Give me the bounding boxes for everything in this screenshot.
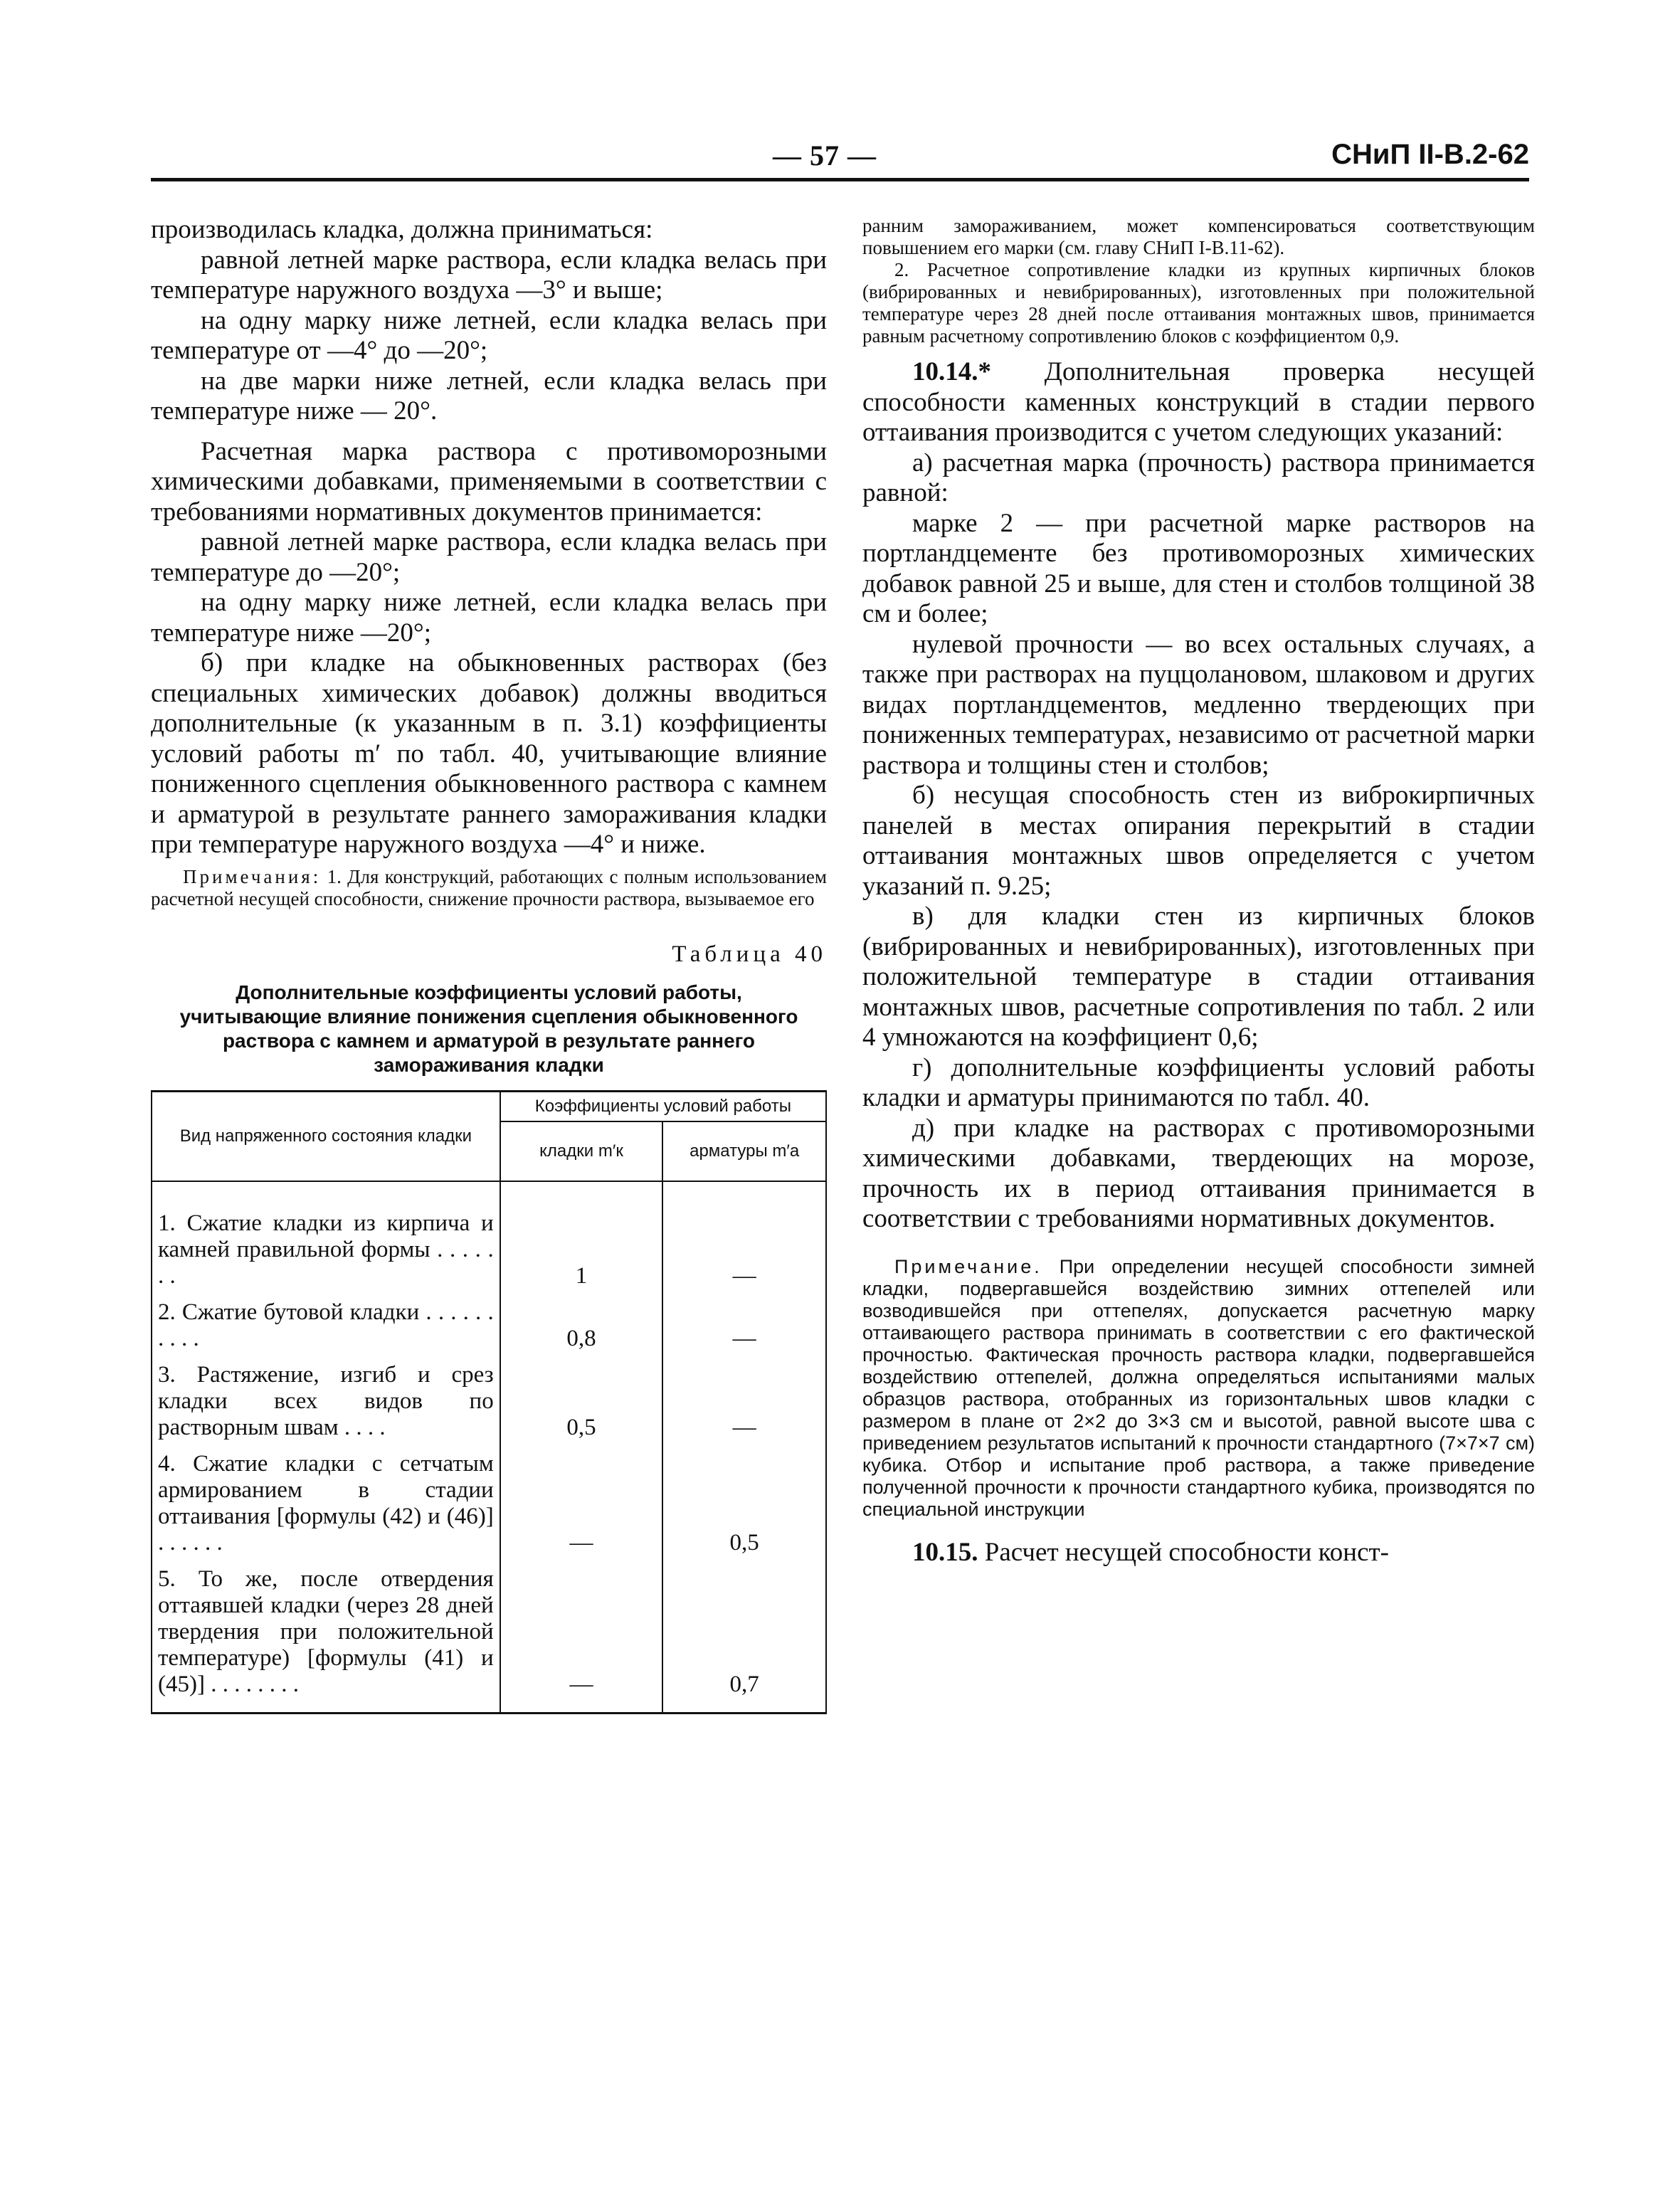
row-label: 3. Растяжение, изгиб и срез кладки всех видов по растворным швам . . . . [152, 1352, 500, 1441]
row-value-masonry: 1 [500, 1181, 663, 1289]
row-value-masonry: — [500, 1556, 663, 1714]
paragraph: нулевой прочности — во всех остальных случаях, а также при растворах на пуццолановом, шлаковом и других видах портландцементов, медленно твердеющих при пониженных температурах, независимо от расчетной марки раствора и толщины стен и столбов; [862, 629, 1535, 780]
row-label: 1. Сжатие кладки из кирпича и камней правильной формы . . . . . . . [152, 1181, 500, 1289]
left-notes [151, 866, 827, 910]
notes-label: Примечания: [183, 865, 322, 887]
row-value-reinforcement: — [662, 1352, 826, 1441]
table-header-stress-state: Вид напряженного состояния кладки [152, 1091, 500, 1181]
table-label: Таблица 40 [672, 941, 827, 967]
table-row [152, 1289, 826, 1352]
row-value-masonry: — [500, 1441, 663, 1556]
row-label: 2. Сжатие бутовой кладки . . . . . . . . . . [152, 1289, 500, 1352]
paragraph: на одну марку ниже летней, если кладка велась при температуре от —4° до —20°; [151, 305, 827, 365]
section-number: 10.15. [912, 1537, 978, 1567]
paragraph: Расчетная марка раствора с противоморозными химическими добавками, применяемыми в соответствии с требованиями нормативных документов принимается: [151, 436, 827, 527]
header-rule [151, 178, 1529, 181]
paragraph: а) расчетная марка (прочность) раствора принимается равной: [862, 448, 1535, 507]
note-text: 1. Для конструкций, работающих с полным использованием расчетной несущей способности, снижение прочности раствора, вызываемое его [151, 865, 827, 909]
paragraph: на одну марку ниже летней, если кладка велась при температуре ниже —20°; [151, 588, 827, 648]
right-notes [862, 215, 1535, 347]
table-row [152, 1181, 826, 1289]
paragraph: равной летней марке раствора, если кладка велась при температуре наружного воздуха —3° и выше; [151, 245, 827, 305]
section-text: Дополнительная проверка несущей способности каменных конструкций в стадии первого оттаивания производится с учетом следующих указаний: [862, 357, 1535, 447]
paragraph: на две марки ниже летней, если кладка велась при температуре ниже — 20°. [151, 366, 827, 426]
paragraph: равной летней марке раствора, если кладка велась при температуре до —20°; [151, 527, 827, 587]
note-text: При определении несущей способности зимней кладки, подвергавшейся воздействию зимних оттепелей или возводившейся при оттепелях, допускается расчетную марку оттаивающего раствора принимать в соответствии с его фактической прочностью. Фактическая прочность раствора кладки, подвергавшейся воздействию оттепелей, должна определяться испытаниями малых образцов раствора, отобранных из горизонтальных швов кладки с размером в плане от 2×2 до 3×3 см и высотой, равной высоте шва с приведением результатов испытаний к прочности стандартного (7×7×7 см) кубика. Отбор и испытание проб раствора, а также приведение полученной прочности к прочности стандартного кубика, производятся по специальной инструкции [862, 1255, 1535, 1520]
table-row [152, 1352, 826, 1441]
paragraph: производилась кладка, должна приниматься: [151, 215, 653, 244]
right-column [862, 215, 1535, 1568]
row-value-reinforcement: 0,7 [662, 1556, 826, 1714]
section-text: Расчет несущей способности конст- [984, 1537, 1389, 1567]
document-code: СНиП II-В.2-62 [1331, 139, 1529, 170]
note-continuation: ранним замораживанием, может компенсироваться соответствующим повышением его марки (см. главу СНиП I-В.11-62). [862, 215, 1535, 258]
table-header-masonry: кладки m′к [500, 1121, 663, 1181]
row-value-reinforcement: 0,5 [662, 1441, 826, 1556]
table-row [152, 1441, 826, 1556]
row-value-masonry: 0,5 [500, 1352, 663, 1441]
table-row [152, 1556, 826, 1714]
section-number: 10.14.* [912, 357, 991, 386]
left-column [151, 215, 827, 1714]
left-body [151, 215, 827, 860]
note-label: Примечание. [894, 1255, 1042, 1277]
row-value-masonry: 0,8 [500, 1289, 663, 1352]
row-value-reinforcement: — [662, 1181, 826, 1289]
right-body-end [862, 1538, 1535, 1568]
paragraph: б) несущая способность стен из виброкирпичных панелей в местах опирания перекрытий в стадии оттаивания монтажных швов определяется с учетом указаний п. 9.25; [862, 781, 1535, 901]
paragraph: г) дополнительные коэффициенты условий работы кладки и арматуры принимаются по табл. 40. [862, 1052, 1535, 1112]
paragraph: б) при кладке на обыкновенных растворах (без специальных химических добавок) должны вводиться дополнительные (к указанным в п. 3.1) коэффициенты условий работы m′ по табл. 40, учитывающие влияние пониженного сцепления обыкновенного раствора с камнем и арматурой в результате раннего замораживания кладки при температуре наружного воздуха —4° и ниже. [151, 648, 827, 859]
row-value-reinforcement: — [662, 1289, 826, 1352]
note-2: 2. Расчетное сопротивление кладки из крупных кирпичных блоков (вибрированных и невибрированных), изготовленных при положительной температуре через 28 дней после оттаивания монтажных швов, принимается равным расчетному сопротивлению блоков с коэффициентом 0,9. [862, 259, 1535, 347]
table-header-reinforcement: арматуры m′а [662, 1121, 826, 1181]
right-body [862, 357, 1535, 1235]
page-number: — 57 — [773, 139, 877, 171]
table-40 [151, 1090, 827, 1714]
row-label: 5. То же, после отвердения оттаявшей кладки (через 28 дней твердения при положительной температуре) [формулы (41) и (45)] . . . . . . . . [152, 1556, 500, 1714]
table-caption: Дополнительные коэффициенты условий работы, учитывающие влияние понижения сцепления обыкновенного раствора с камнем и арматурой в результате раннего замораживания кладки [179, 981, 798, 1076]
right-note [862, 1256, 1535, 1521]
row-label: 4. Сжатие кладки с сетчатым армированием в стадии оттаивания [формулы (42) и (46)] . . . . . . [152, 1441, 500, 1556]
table-header-coefficients: Коэффициенты условий работы [500, 1091, 826, 1121]
paragraph: марке 2 — при расчетной марке растворов на портландцементе без противоморозных химических добавок равной 25 и выше, для стен и столбов толщиной 38 см и более; [862, 508, 1535, 628]
paragraph: в) для кладки стен из кирпичных блоков (вибрированных и невибрированных), изготовленных при положительной температуре в стадии оттаивания монтажных швов, расчетные сопротивления по табл. 2 или 4 умножаются на коэффициент 0,6; [862, 902, 1535, 1052]
paragraph: д) при кладке на растворах с противоморозными химическими добавками, твердеющих на морозе, прочность их в период оттаивания принимается в соответствии с требованиями нормативных документов. [862, 1113, 1535, 1233]
